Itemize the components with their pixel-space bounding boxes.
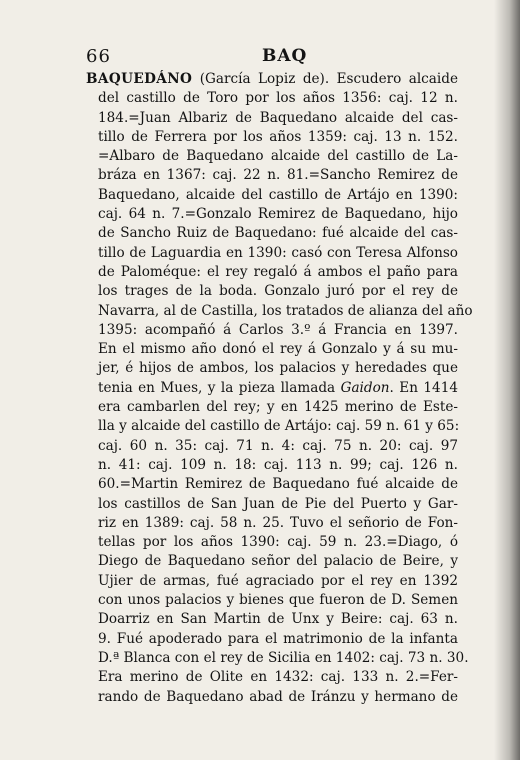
entry-line: de Sancho Ruiz de Baquedano: fué alcaide del cas- — [98, 225, 458, 242]
entry-line: riz en 1389: caj. 58 n. 25. Tuvo el señorio de Fon- — [98, 514, 458, 531]
entry-line: bráza en 1367: caj. 22 n. 81.=Sancho Remirez de — [98, 167, 458, 184]
entry-line — [86, 379, 458, 398]
entry-line: con unos palacios y bienes que fueron de D. Semen — [98, 592, 458, 609]
entry-term: BAQUEDÁNO — [86, 71, 193, 87]
entry-line: 9. Fué apoderado para el matrimonio de la infanta — [98, 630, 458, 647]
entry-line: Navarra, al de Castilla, los tratados de alianza del año — [98, 302, 473, 319]
entry-line-text: tenia en Mues, y la pieza llamada — [98, 379, 341, 396]
entry-line: 1395: acompañó á Carlos 3.º á Francia en 1397. — [98, 321, 458, 338]
italic-place-name: Gaidon — [340, 379, 390, 396]
page-number: 66 — [86, 46, 111, 67]
entry-line: n. 41: caj. 109 n. 18: caj. 113 n. 99; caj. 126 n. — [98, 456, 458, 473]
entry-line: del castillo de Toro por los años 1356: caj. 12 n. — [98, 90, 458, 107]
entry-line — [86, 70, 458, 89]
dictionary-entry — [86, 70, 473, 707]
entry-line-tail: . En 1414 — [389, 379, 458, 396]
entry-line: Ujier de armas, fué agraciado por el rey en 1392 — [98, 572, 458, 589]
entry-line: =Albaro de Baquedano alcaide del castillo de La- — [98, 148, 458, 165]
entry-line: Diego de Baquedano señor del palacio de Beire, y — [98, 553, 458, 570]
entry-line-text: (García Lopiz de). Escudero alcaide — [192, 71, 458, 87]
entry-line: de Paloméque: el rey regaló á ambos el paño para — [98, 263, 458, 280]
entry-line: lla y alcaide del castillo de Artájo: caj. 59 n. 61 y 65: — [98, 418, 460, 435]
entry-line: 184.=Juan Albariz de Baquedano alcaide del cas- — [98, 109, 458, 126]
entry-line: caj. 64 n. 7.=Gonzalo Remirez de Baquedano, hijo — [98, 206, 458, 223]
entry-line: tillo de Laguardia en 1390: casó con Teresa Alfonso — [98, 244, 458, 261]
entry-line: los trages de la boda. Gonzalo juró por el rey de — [98, 283, 458, 300]
entry-line: los castillos de San Juan de Pie del Puerto y Gar- — [98, 495, 458, 512]
entry-line: En el mismo año donó el rey á Gonzalo y á su mu- — [98, 341, 458, 358]
entry-line: caj. 60 n. 35: caj. 71 n. 4: caj. 75 n. 20: caj. 97 — [98, 437, 458, 454]
entry-line: jer, é hijos de ambos, los palacios y heredades que — [98, 360, 458, 377]
running-head: BAQ — [262, 46, 308, 66]
entry-line: rando de Baquedano abad de Iránzu y hermano de — [98, 688, 458, 705]
entry-line: 60.=Martin Remirez de Baquedano fué alcaide de — [98, 476, 458, 493]
entry-line: tellas por los años 1390: caj. 59 n. 23.=Diago, ó — [98, 534, 458, 551]
entry-line: era cambarlen del rey; y en 1425 merino de Este- — [98, 399, 458, 416]
entry-line: D.ª Blanca con el rey de Sicilia en 1402: caj. 73 n. 30. — [98, 649, 469, 666]
entry-line: tillo de Ferrera por los años 1359: caj. 13 n. 152. — [98, 128, 458, 145]
page-header — [86, 46, 462, 70]
entry-line: Baquedano, alcaide del castillo de Artájo en 1390: — [98, 186, 458, 203]
entry-line: Doarriz en San Martin de Unx y Beire: caj. 63 n. — [98, 611, 458, 628]
binding-shadow — [494, 0, 520, 760]
entry-line: Era merino de Olite en 1432: caj. 133 n. 2.=Fer- — [98, 669, 458, 686]
